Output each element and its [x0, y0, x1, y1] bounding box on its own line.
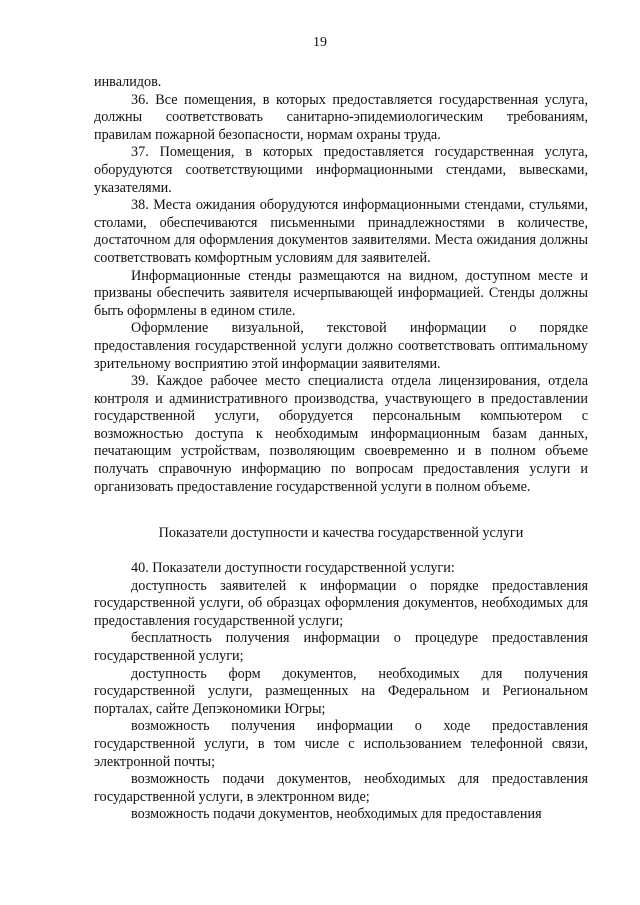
- paragraph: возможность подачи документов, необходимых для предоставления государственной услуги, в электронном виде;: [94, 771, 588, 805]
- paragraph: 37. Помещения, в которых предоставляется государственная услуга, оборудуются соответствующими информационными стендами, вывесками, указателями.: [94, 144, 588, 196]
- section-heading: Показатели доступности и качества государственной услуги: [158, 525, 524, 541]
- paragraph: доступность форм документов, необходимых для получения государственной услуги, размещенных на Федеральном и Региональном порталах, сайте Депэкономики Югры;: [94, 665, 588, 717]
- paragraph: 39. Каждое рабочее место специалиста отдела лицензирования, отдела контроля и административного производства, участвующего в предоставлении государственной услуги, оборудуется персональным компьютером с возможностью доступа к необходимым информационным базам данных, печатающим устройствам, позволяющим своевременно и в полном объеме получать справочную информацию по вопросам предоставления услуги и организовать предоставление государственной услуги в полном объеме.: [94, 373, 588, 495]
- paragraph: 38. Места ожидания оборудуются информационными стендами, стульями, столами, обеспечиваются письменными принадлежностями в количестве, достаточном для оформления документов заявителями. Места ожидания должны соответствовать комфортным условиям для заявителей.: [94, 197, 588, 266]
- paragraph: доступность заявителей к информации о порядке предоставления государственной услуги, об образцах оформления документов, необходимых для предоставления государственной услуги;: [94, 577, 588, 629]
- page-number: 19: [313, 35, 327, 50]
- paragraph: возможность подачи документов, необходимых для предоставления: [131, 806, 542, 823]
- paragraph: 40. Показатели доступности государственной услуги:: [131, 560, 455, 576]
- paragraph: Информационные стенды размещаются на видном, доступном месте и призваны обеспечить заявителя исчерпывающей информацией. Стенды должны быть оформлены в едином стиле.: [94, 267, 588, 319]
- paragraph: 36. Все помещения, в которых предоставляется государственная услуга, должны соответствовать санитарно-эпидемиологическим требованиям, правилам пожарной безопасности, нормам охраны труда.: [94, 91, 588, 143]
- body-text-section-2: [94, 560, 588, 824]
- paragraph: инвалидов.: [94, 74, 162, 90]
- paragraph: бесплатность получения информации о процедуре предоставления государственной услуги;: [94, 630, 588, 664]
- paragraph: возможность получения информации о ходе предоставления государственной услуги, в том числе с использованием телефонной связи, электронной почты;: [94, 718, 588, 770]
- paragraph: Оформление визуальной, текстовой информации о порядке предоставления государственной услуги должно соответствовать оптимальному зрительному восприятию этой информации заявителями.: [94, 320, 588, 372]
- body-text-section-1: [94, 74, 588, 496]
